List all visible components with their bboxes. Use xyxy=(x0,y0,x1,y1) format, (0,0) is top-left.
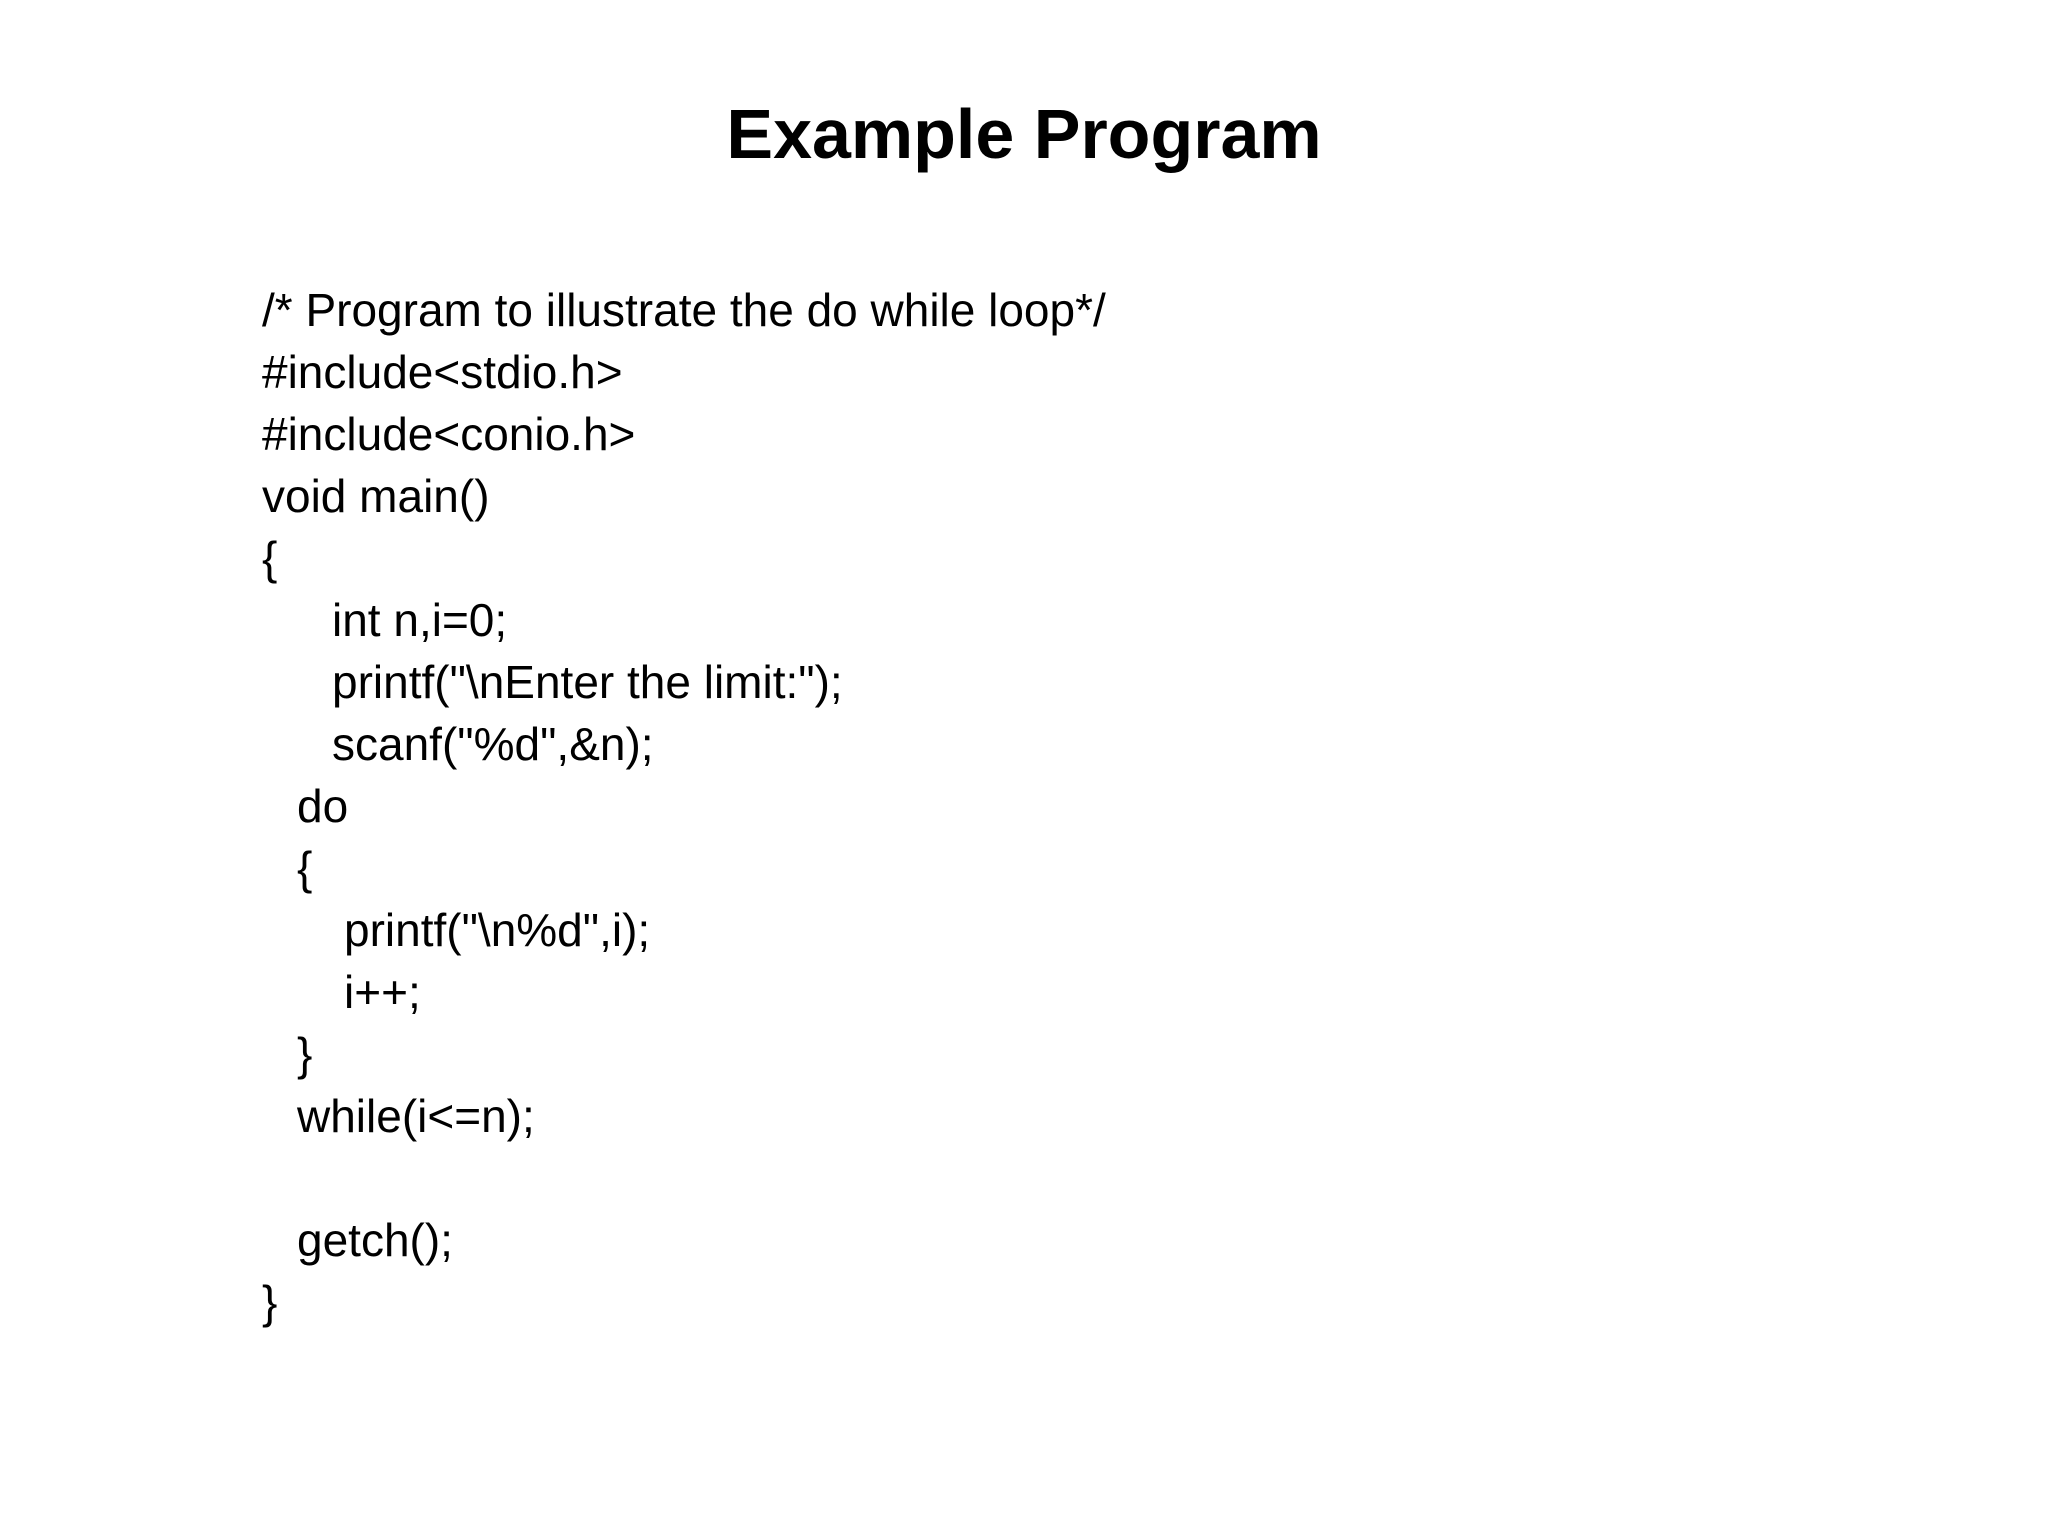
slide-title: Example Program xyxy=(726,95,1322,173)
code-line-increment: i++; xyxy=(344,966,421,1018)
code-block xyxy=(262,279,1862,1333)
code-line-do: do xyxy=(297,780,349,832)
code-line-do-open-brace: { xyxy=(297,842,313,894)
code-line-main-close-brace: } xyxy=(262,1276,278,1328)
code-line-while: while(i<=n); xyxy=(297,1090,535,1142)
code-line-main-signature: void main() xyxy=(262,470,490,522)
code-line-include-conio: #include<conio.h> xyxy=(262,408,636,460)
code-line-printf-prompt: printf("\nEnter the limit:"); xyxy=(332,656,843,708)
code-line-include-stdio: #include<stdio.h> xyxy=(262,346,623,398)
code-line-declaration: int n,i=0; xyxy=(332,594,508,646)
code-line-comment: /* Program to illustrate the do while loop*/ xyxy=(262,284,1106,336)
code-line-main-open-brace: { xyxy=(262,532,278,584)
code-line-blank xyxy=(262,1147,1862,1209)
code-line-do-close-brace: } xyxy=(297,1028,313,1080)
code-line-scanf: scanf("%d",&n); xyxy=(332,718,654,770)
code-line-getch: getch(); xyxy=(297,1214,453,1266)
code-line-printf-value: printf("\n%d",i); xyxy=(344,904,651,956)
